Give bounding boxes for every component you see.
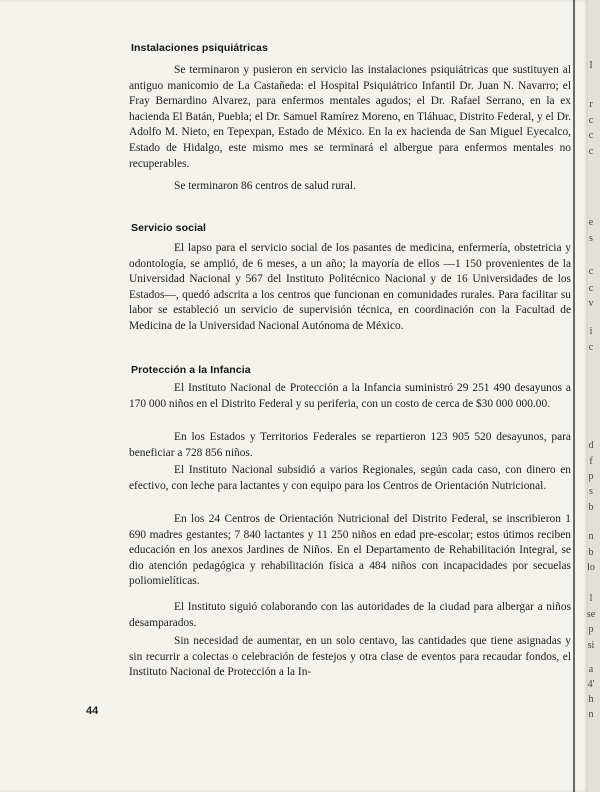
adjacent-page-fragment: 4' xyxy=(587,679,595,690)
paragraph: En los Estados y Territorios Federales se repartieron 123 905 520 desayunos, para beneficiar a 728 856 niños. xyxy=(129,431,571,459)
section-heading-servicio-social: Servicio social xyxy=(131,222,207,234)
adjacent-page-fragment: p xyxy=(588,471,594,482)
adjacent-page-fragment: e xyxy=(588,217,594,228)
adjacent-page-fragment: se xyxy=(586,609,596,620)
paragraph: En los 24 Centros de Orientación Nutricional del Distrito Federal, se inscribieron 1 690 madres gestantes; 7 840 lactantes y 11 250 niños en edad pre-escolar; estos útimos reciben educación en los anexos Jardines de Niños. En el Departamento de Rehabilitación Integral, se dio atención pedagógica y rehabilitación física a 484 niños con incapacidades por secuelas poliomielíticas. xyxy=(129,513,571,588)
adjacent-page-fragment: c xyxy=(588,283,594,294)
paragraph: El Instituto Nacional subsidió a varios Regionales, según cada caso, con dinero en efectivo, con leche para lactantes y con equipo para los Centros de Orientación Nutricional. xyxy=(129,464,571,492)
adjacent-page-fragment: c xyxy=(588,130,594,141)
paragraph: Sin necesidad de aumentar, en un solo centavo, las cantidades que tiene asignadas y sin recurrir a colectas o celebración de festejos y otra clase de eventos para recaudar fondos, el Instituto Nacional de Protección a la In- xyxy=(129,635,571,679)
adjacent-page-fragment: c xyxy=(588,266,594,277)
adjacent-page-fragment: r xyxy=(589,99,593,110)
paragraph: Se terminaron 86 centros de salud rural. xyxy=(174,180,356,192)
adjacent-page-fragment: d xyxy=(588,440,594,451)
page-number: 44 xyxy=(86,705,99,717)
section-heading-instalaciones: Instalaciones psiquiátricas xyxy=(131,42,268,54)
adjacent-page-fragment: lo xyxy=(587,562,595,573)
adjacent-page-fragment: c xyxy=(588,342,594,353)
adjacent-page-fragment: c xyxy=(588,146,594,157)
adjacent-page-fragment: l xyxy=(589,593,593,604)
binding-shadow xyxy=(573,0,575,792)
adjacent-page-fragment: b xyxy=(588,547,594,558)
adjacent-page-fragment: n xyxy=(588,709,594,720)
adjacent-page-fragment: i xyxy=(589,326,593,337)
section-heading-proteccion-infancia: Protección a la Infancia xyxy=(131,364,251,376)
paragraph: El Instituto siguió colaborando con las autoridades de la ciudad para albergar a niños desamparados. xyxy=(129,601,571,629)
paragraph: El Instituto Nacional de Protección a la Infancia suministró 29 251 490 desayunos a 170 000 niños en el Distrito Federal y su periferia, con un costo de cerca de $30 000 000.00. xyxy=(129,382,571,410)
adjacent-page-fragment: h xyxy=(588,694,594,705)
paragraph: El lapso para el servicio social de los pasantes de medicina, enfermería, obstetricia y odontología, se amplió, de 6 meses, a un año; la mayoría de ellos —1 150 provenientes de la Universidad Nacional y 567 del Instituto Politécnico Nacional y de 16 Universidades de los Estados—, quedó adscrita a los centros que funcionan en comunidades rurales. Para facilitar su labor se estableció un servicio de supervisión técnica, en coordinación con la Facultad de Medicina de la Universidad Nacional Autónoma de México. xyxy=(129,242,571,332)
adjacent-page-fragment: s xyxy=(589,486,593,497)
adjacent-page-fragment: b xyxy=(588,502,594,513)
adjacent-page-fragment: f xyxy=(589,456,593,467)
adjacent-page-fragment: s xyxy=(589,233,593,244)
adjacent-page-fragment: si xyxy=(587,640,595,651)
paragraph: Se terminaron y pusieron en servicio las instalaciones psiquiátricas que sustituyen al antiguo manicomio de La Castañeda: el Hospital Psiquiátrico Infantil Dr. Juan N. Navarro; el Fray Bernardino Alvarez, para enfermos mentales agudos; el Dr. Rafael Serrano, en la ex hacienda El Batán, Puebla; el Dr. Samuel Ramírez Moreno, en Tláhuac, Distrito Federal, y el Dr. Adolfo M. Nieto, en Tepexpan, Estado de México. En la ex hacienda de San Miguel Eyecalco, Estado de Hidalgo, este mismo mes se terminará el albergue para enfermos mentales no recuperables. xyxy=(129,64,571,170)
adjacent-page-fragment: I xyxy=(589,60,593,71)
adjacent-page-fragment: p xyxy=(588,624,594,635)
adjacent-page-fragment: n xyxy=(588,531,594,542)
adjacent-page-fragment: a xyxy=(588,664,594,675)
adjacent-page-fragment: v xyxy=(588,298,594,309)
adjacent-page-fragment: c xyxy=(588,115,594,126)
